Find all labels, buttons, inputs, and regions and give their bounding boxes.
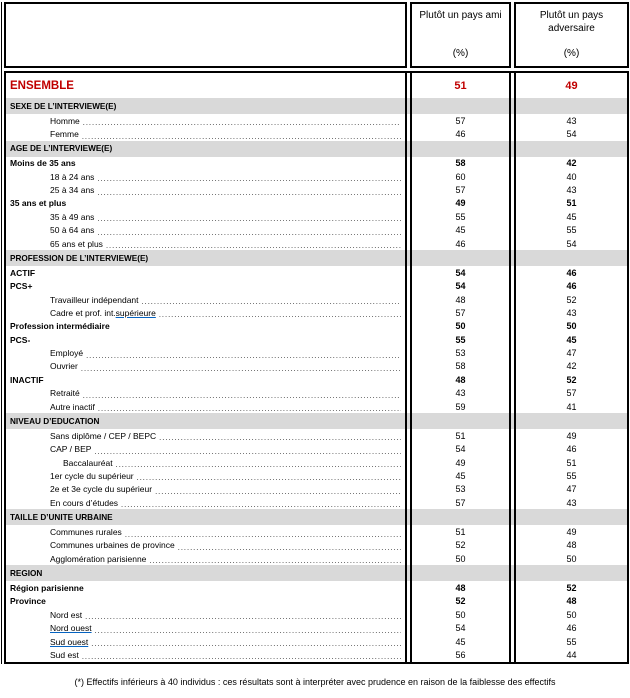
dot-leader — [155, 487, 401, 496]
section-row — [4, 565, 629, 581]
row-label: Communes rurales — [50, 527, 122, 538]
row-label: Femme — [50, 129, 79, 140]
value-adversaire: 54 — [514, 127, 629, 140]
table-row — [4, 360, 629, 373]
value-adversaire: 55 — [514, 224, 629, 237]
value-ami — [410, 141, 511, 157]
value-adversaire: 43 — [514, 496, 629, 509]
section-row — [4, 141, 629, 157]
section-row — [4, 98, 629, 114]
value-ami: 48 — [410, 293, 511, 306]
row-label-cell — [4, 266, 407, 279]
dot-leader — [91, 639, 401, 648]
table-row — [4, 157, 629, 170]
table-row — [4, 306, 629, 319]
value-adversaire: 46 — [514, 266, 629, 279]
row-label: Travailleur indépendant — [50, 294, 139, 305]
row-label: Employé — [50, 348, 84, 359]
dot-leader — [98, 404, 401, 413]
value-ami: 57 — [410, 114, 511, 127]
row-label-link[interactable]: Nord ouest — [50, 623, 92, 634]
survey-table — [1, 2, 629, 664]
dot-leader — [137, 473, 401, 482]
value-ami: 51 — [410, 73, 511, 98]
table-row — [4, 170, 629, 183]
value-ami: 51 — [410, 525, 511, 538]
value-adversaire: 46 — [514, 280, 629, 293]
table-row — [4, 496, 629, 509]
table-row — [4, 648, 629, 661]
value-adversaire: 48 — [514, 595, 629, 608]
row-label: Moins de 35 ans — [10, 158, 76, 169]
section-row — [4, 509, 629, 525]
header-col-adversaire-title: Plutôt un pays adversaire — [539, 10, 604, 34]
value-adversaire: 42 — [514, 157, 629, 170]
dot-leader — [95, 626, 401, 635]
table-body — [4, 71, 629, 664]
row-label-cell — [4, 386, 407, 399]
table-row — [4, 280, 629, 293]
table-row — [4, 483, 629, 496]
row-label-cell — [4, 224, 407, 237]
table-row — [4, 373, 629, 386]
dot-leader — [82, 652, 401, 661]
section-row — [4, 250, 629, 266]
row-label: PROFESSION DE L’INTERVIEWE(E) — [10, 253, 149, 263]
table-row — [4, 127, 629, 140]
value-adversaire: 47 — [514, 346, 629, 359]
row-label-cell — [4, 622, 407, 635]
row-label-cell — [4, 565, 407, 581]
table-row — [4, 400, 629, 413]
value-adversaire: 47 — [514, 483, 629, 496]
row-label-cell — [4, 183, 407, 196]
row-label: 65 ans et plus — [50, 238, 103, 249]
table-row — [4, 595, 629, 608]
table-row — [4, 346, 629, 359]
value-ami: 43 — [410, 386, 511, 399]
value-adversaire — [514, 413, 629, 429]
dot-leader — [94, 447, 401, 456]
row-label-cell — [4, 525, 407, 538]
value-adversaire: 52 — [514, 293, 629, 306]
row-label: 1er cycle du supérieur — [50, 470, 134, 481]
value-adversaire: 45 — [514, 210, 629, 223]
value-adversaire: 49 — [514, 73, 629, 98]
row-label: Ouvrier — [50, 361, 78, 372]
value-ami — [410, 509, 511, 525]
value-ami: 46 — [410, 237, 511, 250]
table-row — [4, 581, 629, 594]
table-row — [4, 114, 629, 127]
row-label: Autre inactif — [50, 401, 95, 412]
value-ami: 48 — [410, 373, 511, 386]
row-label-cell — [4, 98, 407, 114]
row-label-cell — [4, 400, 407, 413]
table-row — [4, 429, 629, 442]
row-label-cell — [4, 114, 407, 127]
value-adversaire — [514, 98, 629, 114]
row-label-cell — [4, 250, 407, 266]
row-label-cell — [4, 608, 407, 621]
row-label-cell — [4, 595, 407, 608]
header-col-ami-title: Plutôt un pays ami — [419, 10, 502, 21]
row-label-cell — [4, 509, 407, 525]
row-label-cell — [4, 127, 407, 140]
value-ami: 46 — [410, 127, 511, 140]
row-label: 50 à 64 ans — [50, 225, 95, 236]
row-label: Province — [10, 596, 46, 607]
table-row — [4, 386, 629, 399]
row-label: AGE DE L’INTERVIEWE(E) — [10, 144, 113, 154]
value-ami: 59 — [410, 400, 511, 413]
dot-leader — [159, 433, 401, 442]
value-adversaire: 41 — [514, 400, 629, 413]
value-adversaire: 40 — [514, 170, 629, 183]
value-adversaire: 51 — [514, 456, 629, 469]
row-label: 35 ans et plus — [10, 198, 67, 209]
section-row — [4, 413, 629, 429]
row-label: INACTIF — [10, 374, 44, 385]
table-row — [4, 320, 629, 333]
row-label: NIVEAU D’EDUCATION — [10, 416, 100, 426]
row-label-cell — [4, 360, 407, 373]
value-ami: 55 — [410, 210, 511, 223]
value-adversaire: 52 — [514, 581, 629, 594]
row-label-cell — [4, 157, 407, 170]
value-ami: 54 — [410, 622, 511, 635]
dot-leader — [125, 530, 401, 539]
value-ami: 54 — [410, 443, 511, 456]
value-ami: 45 — [410, 635, 511, 648]
header-col-adversaire-unit: (%) — [563, 48, 580, 59]
row-label-cell — [4, 496, 407, 509]
table-row — [4, 210, 629, 223]
dot-leader — [83, 391, 401, 400]
value-adversaire: 55 — [514, 469, 629, 482]
table-row — [4, 237, 629, 250]
row-label-cell — [4, 210, 407, 223]
table-row — [4, 622, 629, 635]
header-col-ami — [410, 2, 511, 68]
row-label-cell — [4, 581, 407, 594]
row-label-link[interactable]: supérieure — [115, 307, 156, 318]
dot-leader — [106, 241, 401, 250]
row-label: Baccalauréat — [63, 457, 113, 468]
value-ami — [410, 413, 511, 429]
value-adversaire: 49 — [514, 429, 629, 442]
value-adversaire: 50 — [514, 608, 629, 621]
row-label: Profession intermédiaire — [10, 321, 110, 332]
row-label: TAILLE D’UNITE URBAINE — [10, 512, 113, 522]
value-adversaire: 44 — [514, 648, 629, 661]
table-row — [4, 73, 629, 98]
table-row — [4, 183, 629, 196]
value-ami — [410, 565, 511, 581]
row-label: 35 à 49 ans — [50, 211, 95, 222]
table-row — [4, 443, 629, 456]
dot-leader — [142, 297, 401, 306]
row-label: REGION — [10, 568, 43, 578]
row-label: Cadre et prof. int. — [50, 307, 116, 318]
value-ami: 58 — [410, 157, 511, 170]
dot-leader — [121, 500, 401, 509]
table-row — [4, 456, 629, 469]
row-label-cell — [4, 293, 407, 306]
table-row — [4, 333, 629, 346]
value-adversaire: 49 — [514, 525, 629, 538]
row-label: ACTIF — [10, 267, 36, 278]
value-adversaire — [514, 141, 629, 157]
row-label: Communes urbaines de province — [50, 540, 175, 551]
row-label: CAP / BEP — [50, 444, 92, 455]
value-adversaire: 46 — [514, 622, 629, 635]
row-label: En cours d’études — [50, 497, 119, 508]
table-row — [4, 539, 629, 552]
value-ami — [410, 250, 511, 266]
row-label-cell — [4, 320, 407, 333]
value-adversaire: 51 — [514, 197, 629, 210]
row-label: Agglomération parisienne — [50, 553, 147, 564]
row-label-cell — [4, 373, 407, 386]
row-label: SEXE DE L’INTERVIEWE(E) — [10, 101, 117, 111]
row-label-cell — [4, 635, 407, 648]
value-ami: 57 — [410, 183, 511, 196]
header-col-adversaire — [514, 2, 629, 68]
row-label-cell — [4, 552, 407, 565]
value-adversaire: 55 — [514, 635, 629, 648]
value-ami: 56 — [410, 648, 511, 661]
row-label: Sans diplôme / CEP / BEPC — [50, 430, 157, 441]
row-label-cell — [4, 170, 407, 183]
dot-leader — [82, 132, 401, 141]
row-label-cell — [4, 456, 407, 469]
table-row — [4, 635, 629, 648]
row-label: PCS+ — [10, 281, 33, 292]
table-row — [4, 608, 629, 621]
value-adversaire: 52 — [514, 373, 629, 386]
value-adversaire — [514, 250, 629, 266]
value-ami: 50 — [410, 552, 511, 565]
value-ami: 45 — [410, 224, 511, 237]
header-col-ami-unit: (%) — [452, 48, 469, 59]
value-ami: 55 — [410, 333, 511, 346]
dot-leader — [178, 543, 401, 552]
dot-leader — [149, 556, 401, 565]
row-label: 2e et 3e cycle du supérieur — [50, 484, 153, 495]
dot-leader — [83, 118, 401, 127]
value-ami: 57 — [410, 496, 511, 509]
row-label: 18 à 24 ans — [50, 171, 95, 182]
value-adversaire: 46 — [514, 443, 629, 456]
row-label-cell — [4, 483, 407, 496]
value-ami: 51 — [410, 429, 511, 442]
row-label: Région parisienne — [10, 583, 84, 594]
dot-leader — [86, 351, 401, 360]
table-row — [4, 469, 629, 482]
value-adversaire: 43 — [514, 306, 629, 319]
value-ami: 58 — [410, 360, 511, 373]
value-ami: 50 — [410, 608, 511, 621]
dot-leader — [116, 460, 401, 469]
value-adversaire: 48 — [514, 539, 629, 552]
dot-leader — [97, 228, 401, 237]
value-ami: 53 — [410, 346, 511, 359]
value-adversaire: 54 — [514, 237, 629, 250]
value-ami: 60 — [410, 170, 511, 183]
table-row — [4, 552, 629, 565]
value-adversaire — [514, 565, 629, 581]
row-label: Homme — [50, 115, 80, 126]
row-label-cell — [4, 413, 407, 429]
value-ami: 49 — [410, 197, 511, 210]
value-adversaire: 43 — [514, 183, 629, 196]
value-adversaire: 50 — [514, 320, 629, 333]
row-label: Retraité — [50, 388, 80, 399]
table-row — [4, 266, 629, 279]
row-label: ENSEMBLE — [10, 79, 74, 92]
row-label-cell — [4, 443, 407, 456]
table-row — [4, 293, 629, 306]
value-ami: 54 — [410, 266, 511, 279]
value-ami — [410, 98, 511, 114]
row-label-cell — [4, 141, 407, 157]
table-row — [4, 525, 629, 538]
value-adversaire: 50 — [514, 552, 629, 565]
header-empty-cell — [4, 2, 407, 68]
value-adversaire: 42 — [514, 360, 629, 373]
row-label-cell — [4, 429, 407, 442]
row-label: Nord est — [50, 609, 83, 620]
value-adversaire — [514, 509, 629, 525]
dot-leader — [159, 310, 401, 319]
row-label-cell — [4, 539, 407, 552]
row-label-cell — [4, 197, 407, 210]
value-ami: 52 — [410, 595, 511, 608]
value-adversaire: 57 — [514, 386, 629, 399]
row-label-cell — [4, 333, 407, 346]
row-label: PCS- — [10, 334, 31, 345]
row-label: Sud est — [50, 649, 79, 660]
dot-leader — [97, 214, 401, 223]
dot-leader — [81, 364, 401, 373]
row-label-cell — [4, 469, 407, 482]
table-row — [4, 224, 629, 237]
row-label-cell — [4, 237, 407, 250]
dot-leader — [97, 188, 401, 197]
dot-leader — [97, 174, 401, 183]
row-label-link[interactable]: Sud ouest — [50, 636, 89, 647]
row-label-cell — [4, 306, 407, 319]
footnote: (*) Effectifs inférieurs à 40 individus : ces résultats sont à interpréter avec prudence en raison de la faiblesse des effectifs — [74, 676, 556, 687]
value-ami: 49 — [410, 456, 511, 469]
value-ami: 45 — [410, 469, 511, 482]
value-ami: 54 — [410, 280, 511, 293]
value-ami: 48 — [410, 581, 511, 594]
row-label-cell — [4, 346, 407, 359]
row-label-cell — [4, 73, 407, 98]
table-row — [4, 197, 629, 210]
row-label-cell — [4, 648, 407, 661]
value-adversaire: 45 — [514, 333, 629, 346]
value-ami: 53 — [410, 483, 511, 496]
value-ami: 50 — [410, 320, 511, 333]
value-ami: 52 — [410, 539, 511, 552]
row-label: 25 à 34 ans — [50, 185, 95, 196]
dot-leader — [85, 612, 401, 621]
value-ami: 57 — [410, 306, 511, 319]
table-header — [4, 2, 629, 68]
row-label-cell — [4, 280, 407, 293]
value-adversaire: 43 — [514, 114, 629, 127]
